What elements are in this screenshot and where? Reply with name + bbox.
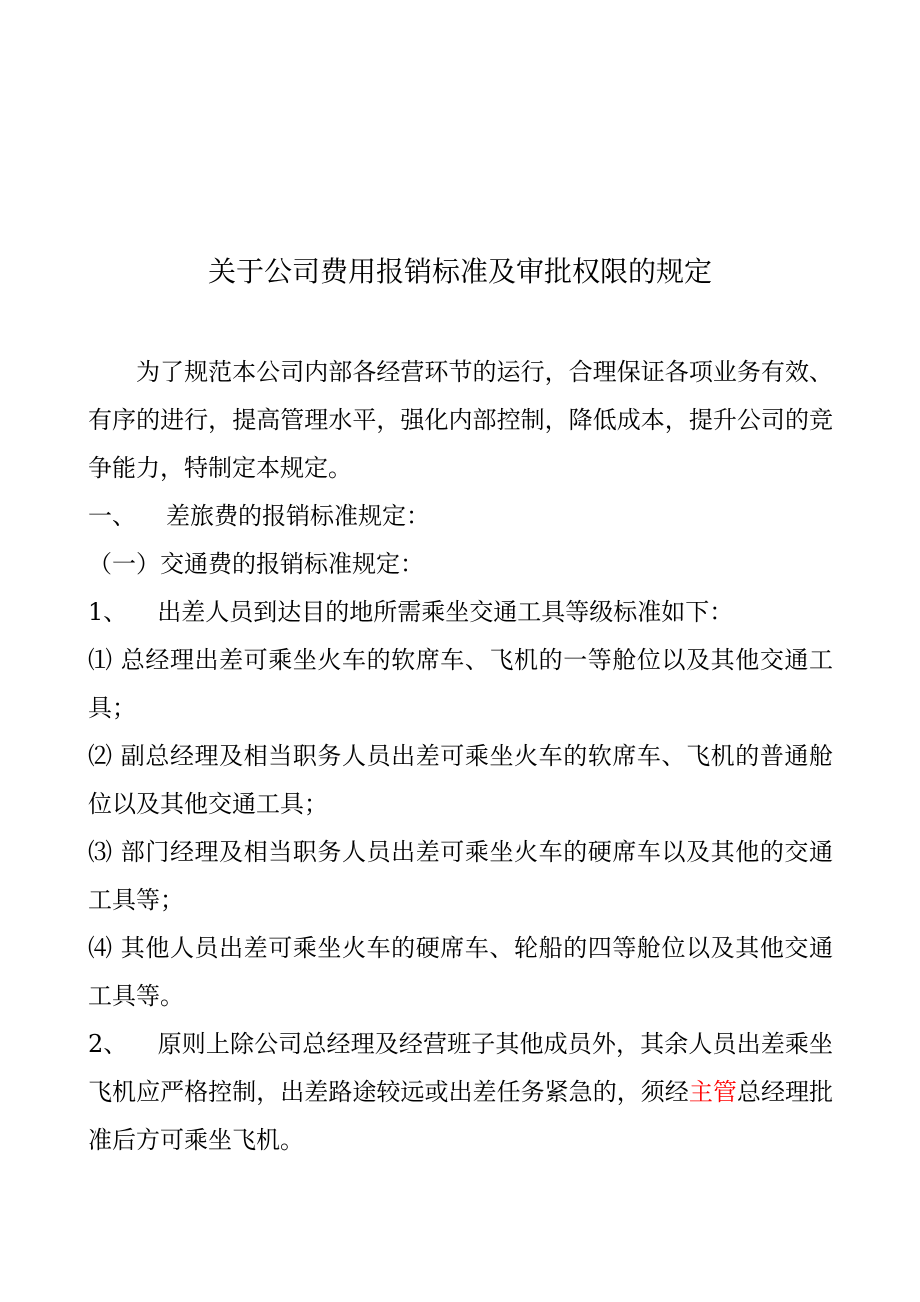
item-2-number: 2、 xyxy=(88,1030,128,1058)
intro-paragraph: 为了规范本公司内部各经营环节的运行，合理保证各项业务有效、有序的进行，提高管理水平，强化内部控制，降低成本，提升公司的竞争能力，特制定本规定。 xyxy=(88,358,833,482)
item-2-text-before: 原则上除公司总经理及经营班子其他成员外，其余人员出差乘坐飞机应严格控制，出差路途较远或出差任务紧急的，须经 xyxy=(88,1030,833,1106)
section-1-heading xyxy=(88,492,833,540)
item-1-text: 出差人员到达目的地所需乘坐交通工具等级标准如下： xyxy=(157,598,734,626)
section-1-number: 一、 xyxy=(88,502,136,530)
item-1 xyxy=(88,588,833,636)
subsection-1-heading: （一）交通费的报销标准规定： xyxy=(88,550,424,578)
item-1-number: 1、 xyxy=(88,598,128,626)
sub-item-2: ⑵ 副总经理及相当职务人员出差可乘坐火车的软席车、飞机的普通舱位以及其他交通工具； xyxy=(88,742,833,818)
sub-item-4: ⑷ 其他人员出差可乘坐火车的硬席车、轮船的四等舱位以及其他交通工具等。 xyxy=(88,934,833,1010)
item-2 xyxy=(88,1020,833,1164)
document-body xyxy=(88,348,833,1164)
item-2-text-after: 总经理批准后方可乘坐飞机。 xyxy=(88,1078,834,1154)
document-title: 关于公司费用报销标准及审批权限的规定 xyxy=(207,255,712,288)
section-1-title: 差旅费的报销标准规定： xyxy=(166,502,430,530)
sub-item-1: ⑴ 总经理出差可乘坐火车的软席车、飞机的一等舱位以及其他交通工具； xyxy=(88,646,833,722)
item-2-highlight: 主管 xyxy=(688,1078,737,1106)
sub-item-3: ⑶ 部门经理及相当职务人员出差可乘坐火车的硬席车以及其他的交通工具等； xyxy=(88,838,833,914)
